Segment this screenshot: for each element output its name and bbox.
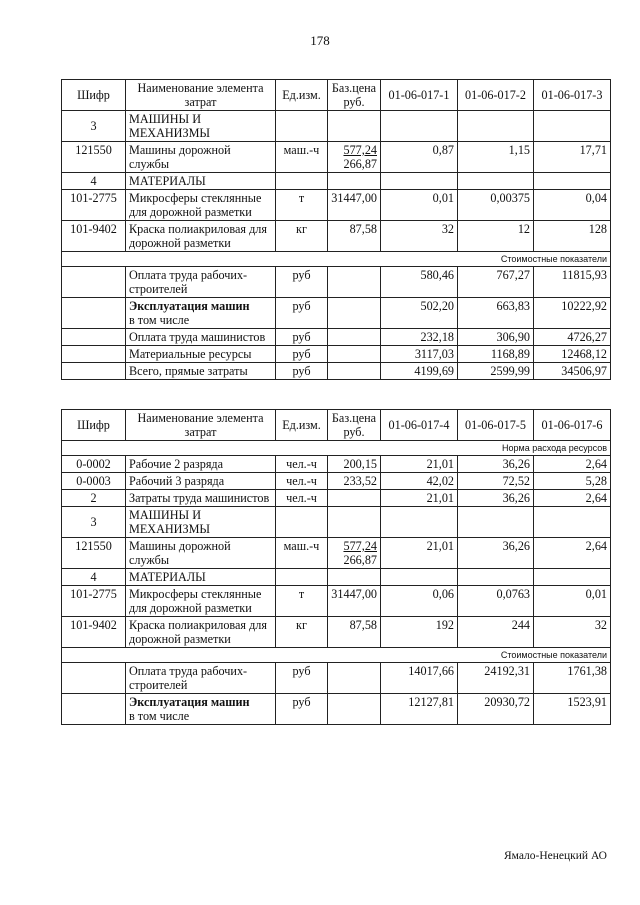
row-code: 101-9402	[62, 221, 126, 252]
group-title: МАТЕРИАЛЫ	[126, 569, 276, 586]
row-unit: т	[276, 190, 328, 221]
resource-table-2	[61, 409, 611, 725]
summary-unit: руб	[276, 694, 328, 725]
row-price: 577,24 266,87	[328, 142, 381, 173]
row-code: 121550	[62, 142, 126, 173]
row-value: 12	[458, 221, 534, 252]
row-unit: т	[276, 586, 328, 617]
row-value: 2,64	[534, 456, 611, 473]
summary-value: 12468,12	[534, 346, 611, 363]
summary-name: Эксплуатация машин в том числе	[126, 298, 276, 329]
summary-name: Оплата труда рабочих-строителей	[126, 663, 276, 694]
summary-name: Всего, прямые затраты	[126, 363, 276, 380]
table-row	[62, 142, 611, 173]
table-row	[62, 473, 611, 490]
summary-value: 306,90	[458, 329, 534, 346]
summary-unit: руб	[276, 363, 328, 380]
row-name: Микросферы стеклянные для дорожной разметки	[126, 586, 276, 617]
row-price: 31447,00	[328, 586, 381, 617]
page-number: 178	[310, 33, 330, 48]
row-value: 36,26	[458, 538, 534, 569]
group-code: 3	[62, 507, 126, 538]
row-value: 0,04	[534, 190, 611, 221]
summary-unit: руб	[276, 267, 328, 298]
header-base-price: Баз.цена руб.	[328, 80, 381, 111]
summary-value: 232,18	[381, 329, 458, 346]
row-code: 101-9402	[62, 617, 126, 648]
summary-value: 20930,72	[458, 694, 534, 725]
row-price: 31447,00	[328, 190, 381, 221]
summary-row	[62, 694, 611, 725]
header-base-price: Баз.цена руб.	[328, 410, 381, 441]
row-value: 0,00375	[458, 190, 534, 221]
section-label: Стоимостные показатели	[62, 252, 611, 267]
row-value: 17,71	[534, 142, 611, 173]
row-value: 36,26	[458, 456, 534, 473]
table-row	[62, 221, 611, 252]
row-value: 5,28	[534, 473, 611, 490]
summary-row	[62, 346, 611, 363]
header-column: 01-06-017-1	[381, 80, 458, 111]
row-value: 32	[534, 617, 611, 648]
row-name: Рабочий 3 разряда	[126, 473, 276, 490]
row-value: 36,26	[458, 490, 534, 507]
row-value: 0,01	[381, 190, 458, 221]
summary-value: 1523,91	[534, 694, 611, 725]
machines-group-row	[62, 507, 611, 538]
resource-table-1	[61, 79, 611, 380]
summary-value: 12127,81	[381, 694, 458, 725]
row-unit: чел.-ч	[276, 456, 328, 473]
row-code: 121550	[62, 538, 126, 569]
section-label: Стоимостные показатели	[62, 648, 611, 663]
row-price: 87,58	[328, 617, 381, 648]
summary-value: 10222,92	[534, 298, 611, 329]
row-code: 2	[62, 490, 126, 507]
row-unit: кг	[276, 617, 328, 648]
header-unit: Ед.изм.	[276, 410, 328, 441]
group-code: 4	[62, 569, 126, 586]
summary-value: 502,20	[381, 298, 458, 329]
group-code: 4	[62, 173, 126, 190]
header-code: Шифр	[62, 410, 126, 441]
summary-value: 1761,38	[534, 663, 611, 694]
row-unit: маш.-ч	[276, 142, 328, 173]
row-value: 32	[381, 221, 458, 252]
summary-value: 34506,97	[534, 363, 611, 380]
row-name: Краска полиакриловая для дорожной разметки	[126, 617, 276, 648]
summary-row	[62, 298, 611, 329]
row-unit: чел.-ч	[276, 473, 328, 490]
header-column: 01-06-017-2	[458, 80, 534, 111]
machines-group-row	[62, 111, 611, 142]
summary-value: 11815,93	[534, 267, 611, 298]
table-row	[62, 617, 611, 648]
row-value: 0,01	[534, 586, 611, 617]
row-unit: кг	[276, 221, 328, 252]
section-label-row	[62, 441, 611, 456]
header-unit: Ед.изм.	[276, 80, 328, 111]
row-code: 101-2775	[62, 190, 126, 221]
summary-value: 4726,27	[534, 329, 611, 346]
row-name: Машины дорожной службы	[126, 142, 276, 173]
header-column: 01-06-017-6	[534, 410, 611, 441]
footer-region-label: Ямало-Ненецкий АО	[503, 850, 607, 862]
row-value: 128	[534, 221, 611, 252]
header-column: 01-06-017-3	[534, 80, 611, 111]
summary-value: 24192,31	[458, 663, 534, 694]
row-unit: чел.-ч	[276, 490, 328, 507]
summary-row	[62, 363, 611, 380]
section-label-row	[62, 648, 611, 663]
summary-value: 14017,66	[381, 663, 458, 694]
row-name: Рабочие 2 разряда	[126, 456, 276, 473]
summary-name: Оплата труда рабочих-строителей	[126, 267, 276, 298]
row-name: Краска полиакриловая для дорожной разметки	[126, 221, 276, 252]
row-value: 0,0763	[458, 586, 534, 617]
summary-value: 4199,69	[381, 363, 458, 380]
row-name: Машины дорожной службы	[126, 538, 276, 569]
row-value: 2,64	[534, 538, 611, 569]
summary-unit: руб	[276, 329, 328, 346]
summary-name: Материальные ресурсы	[126, 346, 276, 363]
row-value: 2,64	[534, 490, 611, 507]
summary-value: 767,27	[458, 267, 534, 298]
table-header-row	[62, 410, 611, 441]
summary-value: 663,83	[458, 298, 534, 329]
row-code: 0-0002	[62, 456, 126, 473]
summary-row	[62, 267, 611, 298]
row-code: 101-2775	[62, 586, 126, 617]
summary-name: Эксплуатация машин в том числе	[126, 694, 276, 725]
summary-unit: руб	[276, 298, 328, 329]
table-header-row	[62, 80, 611, 111]
row-name: Затраты труда машинистов	[126, 490, 276, 507]
summary-value: 3117,03	[381, 346, 458, 363]
header-code: Шифр	[62, 80, 126, 111]
table-row	[62, 456, 611, 473]
group-title: МАТЕРИАЛЫ	[126, 173, 276, 190]
table-row	[62, 190, 611, 221]
row-value: 1,15	[458, 142, 534, 173]
header-name: Наименование элемента затрат	[126, 80, 276, 111]
section-label-row	[62, 252, 611, 267]
row-price: 233,52	[328, 473, 381, 490]
row-value: 21,01	[381, 490, 458, 507]
row-value: 192	[381, 617, 458, 648]
group-title: МАШИНЫ И МЕХАНИЗМЫ	[126, 507, 276, 538]
row-value: 0,06	[381, 586, 458, 617]
row-code: 0-0003	[62, 473, 126, 490]
materials-group-row	[62, 173, 611, 190]
table-row	[62, 538, 611, 569]
header-name: Наименование элемента затрат	[126, 410, 276, 441]
row-price: 577,24 266,87	[328, 538, 381, 569]
row-value: 72,52	[458, 473, 534, 490]
header-column: 01-06-017-5	[458, 410, 534, 441]
row-price: 200,15	[328, 456, 381, 473]
materials-group-row	[62, 569, 611, 586]
row-value: 0,87	[381, 142, 458, 173]
summary-row	[62, 663, 611, 694]
table-row	[62, 586, 611, 617]
group-title: МАШИНЫ И МЕХАНИЗМЫ	[126, 111, 276, 142]
summary-unit: руб	[276, 663, 328, 694]
summary-unit: руб	[276, 346, 328, 363]
row-value: 42,02	[381, 473, 458, 490]
row-value: 21,01	[381, 456, 458, 473]
summary-row	[62, 329, 611, 346]
header-column: 01-06-017-4	[381, 410, 458, 441]
section-label: Норма расхода ресурсов	[62, 441, 611, 456]
table-row	[62, 490, 611, 507]
row-name: Микросферы стеклянные для дорожной разметки	[126, 190, 276, 221]
row-price: 87,58	[328, 221, 381, 252]
summary-value: 1168,89	[458, 346, 534, 363]
summary-value: 2599,99	[458, 363, 534, 380]
row-unit: маш.-ч	[276, 538, 328, 569]
group-code: 3	[62, 111, 126, 142]
row-value: 21,01	[381, 538, 458, 569]
summary-name: Оплата труда машинистов	[126, 329, 276, 346]
summary-value: 580,46	[381, 267, 458, 298]
row-value: 244	[458, 617, 534, 648]
